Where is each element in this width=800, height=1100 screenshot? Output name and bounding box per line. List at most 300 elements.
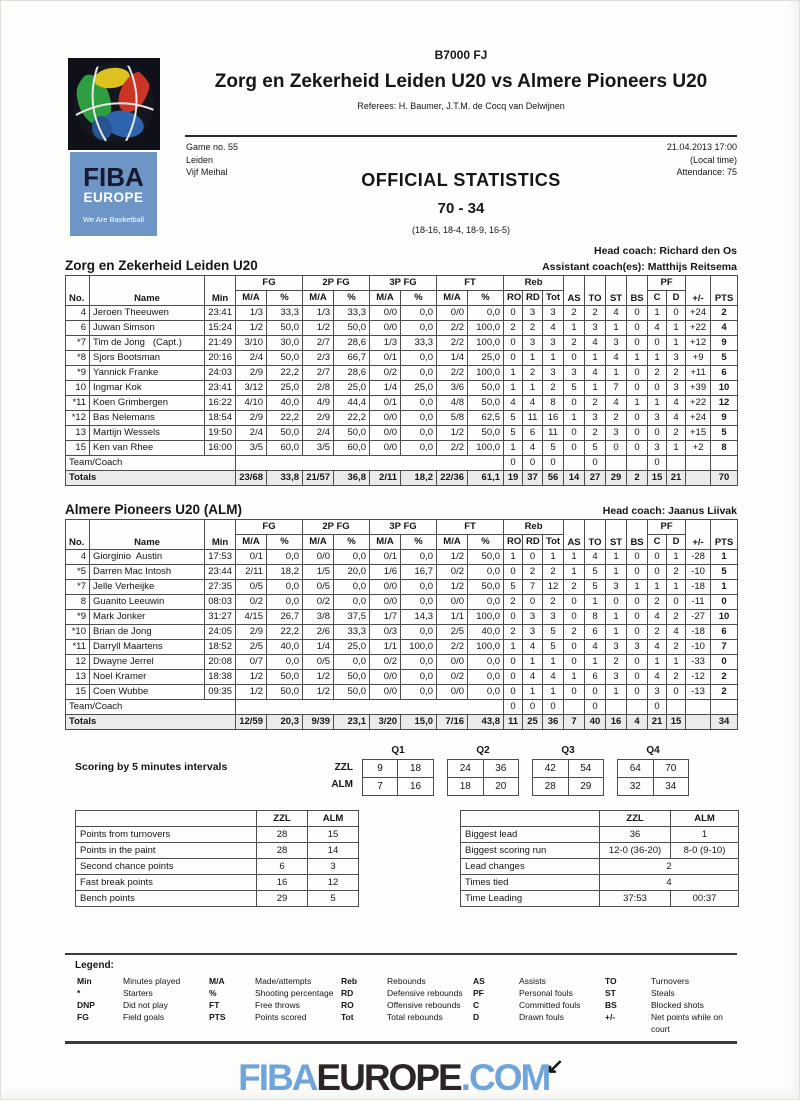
mini-stat-label: Time Leading <box>461 891 600 907</box>
stat-cell: 2/9 <box>236 366 267 381</box>
mini-stat-value-zzl: 36 <box>600 827 671 843</box>
mini-stat-value-alm: 1 <box>671 827 739 843</box>
stat-cell: 1/2 <box>303 685 334 700</box>
stat-cell: 1 <box>627 351 648 366</box>
intervals-alm-label: ALM <box>331 779 353 790</box>
player-row <box>66 306 738 321</box>
col-3p-ma: M/A <box>370 535 401 550</box>
stat-cell: 0,0 <box>401 670 437 685</box>
stat-cell: +39 <box>686 381 711 396</box>
col-fg-pct: % <box>267 291 303 306</box>
legend-entry <box>341 975 473 987</box>
stat-cell: 0,0 <box>401 366 437 381</box>
stat-cell: Ingmar Kok <box>90 381 205 396</box>
europe-wordmark: EUROPE <box>83 190 144 205</box>
stat-cell: 0 <box>627 411 648 426</box>
group-reb: Reb <box>504 520 564 535</box>
stat-cell <box>627 700 648 715</box>
stat-cell <box>564 456 585 471</box>
stat-cell: 5 <box>585 580 606 595</box>
stat-cell: 2 <box>667 640 686 655</box>
mini-header-row <box>76 811 359 827</box>
stat-cell: 09:35 <box>205 685 236 700</box>
stat-cell: 0 <box>504 456 523 471</box>
stat-cell: 0,0 <box>334 580 370 595</box>
mini-stat-label: Points in the paint <box>76 843 257 859</box>
col-3p-pct: % <box>401 291 437 306</box>
stat-cell: 0/2 <box>370 366 401 381</box>
quarter-label: Q1 <box>391 745 405 756</box>
stat-cell: 3 <box>523 336 543 351</box>
legend-entry <box>341 987 473 999</box>
mini-stat-label: Fast break points <box>76 875 257 891</box>
stat-cell: 100,0 <box>468 336 504 351</box>
col-tot: Tot <box>543 535 564 550</box>
stat-cell: 44,4 <box>334 396 370 411</box>
stat-cell <box>667 700 686 715</box>
stat-cell: 0 <box>627 685 648 700</box>
stat-cell: 0/2 <box>236 595 267 610</box>
stat-cell: 0,0 <box>267 595 303 610</box>
fiba-wordmark: FIBA <box>83 162 144 192</box>
stat-cell: 3/12 <box>236 381 267 396</box>
fiba-europe-logo <box>70 152 157 236</box>
stat-cell: -11 <box>686 595 711 610</box>
stat-cell: 0/0 <box>437 595 468 610</box>
stat-cell: 2 <box>711 670 738 685</box>
stat-cell: 24:05 <box>205 625 236 640</box>
stat-cell: 3 <box>648 441 667 456</box>
stat-cell: 18,2 <box>267 565 303 580</box>
stat-cell: 2/7 <box>303 366 334 381</box>
stat-cell: 4 <box>627 715 648 730</box>
legend-abbr: D <box>473 1012 480 1022</box>
mini-stat-label: Points from turnovers <box>76 827 257 843</box>
stat-cell: 0 <box>648 565 667 580</box>
stat-cell: 0 <box>627 550 648 565</box>
stat-cell: 0 <box>667 595 686 610</box>
stat-cell: 2 <box>564 625 585 640</box>
legend-column <box>341 975 473 1035</box>
stat-cell: 100,0 <box>401 640 437 655</box>
stat-cell: 25,0 <box>267 381 303 396</box>
stat-cell: 2/2 <box>437 321 468 336</box>
stat-cell: 0 <box>627 595 648 610</box>
stat-cell: 1/3 <box>303 306 334 321</box>
stat-cell: 2 <box>667 366 686 381</box>
stat-cell: 0 <box>523 595 543 610</box>
stat-cell: 100,0 <box>468 441 504 456</box>
stat-cell: +24 <box>686 306 711 321</box>
stat-cell: 19 <box>504 471 523 486</box>
stat-cell: 70 <box>711 471 738 486</box>
stat-cell: +2 <box>686 441 711 456</box>
stat-cell: 0/2 <box>437 670 468 685</box>
mini-stat-row <box>461 859 739 875</box>
stat-cell: 0/0 <box>437 685 468 700</box>
interval-score-cell: 9 <box>363 760 398 778</box>
legend-entry <box>209 999 341 1011</box>
alm-interval-row <box>533 778 604 796</box>
stat-cell: 0/1 <box>370 550 401 565</box>
legend-description: Made/attempts <box>255 976 312 986</box>
stat-cell: 2 <box>504 595 523 610</box>
stat-cell: 26,7 <box>267 610 303 625</box>
mini-stat-value-alm: 00:37 <box>671 891 739 907</box>
mini-stat-row <box>76 843 359 859</box>
stat-cell: 1 <box>606 550 627 565</box>
stat-cell: 3 <box>543 306 564 321</box>
stat-cell <box>711 700 738 715</box>
stat-cell: 3 <box>606 640 627 655</box>
legend <box>77 975 737 1035</box>
team1-box-score <box>65 275 738 486</box>
mini-stat-value-zzl: 6 <box>257 859 308 875</box>
mini-stat-value-alm: 8-0 (9-10) <box>671 843 739 859</box>
group-3pfg: 3P FG <box>370 520 437 535</box>
stat-cell: 1 <box>523 351 543 366</box>
stat-cell: 3 <box>606 426 627 441</box>
legend-abbr: C <box>473 1000 480 1010</box>
stat-cell: 0 <box>585 700 606 715</box>
stat-cell: 6 <box>523 426 543 441</box>
fiba-ball-logo <box>68 58 160 150</box>
interval-score-cell: 42 <box>533 760 569 778</box>
stat-cell: 7/16 <box>437 715 468 730</box>
stat-cell: *12 <box>66 411 90 426</box>
stat-cell: 2/7 <box>303 336 334 351</box>
mini-stat-value-zzl: 29 <box>257 891 308 907</box>
stat-cell: 23:44 <box>205 565 236 580</box>
stat-cell: 4 <box>523 396 543 411</box>
legend-description: Steals <box>651 988 675 998</box>
player-row <box>66 550 738 565</box>
stat-cell: 0 <box>627 625 648 640</box>
stat-cell: 1 <box>564 411 585 426</box>
mini-stat-row <box>461 843 739 859</box>
legend-entry <box>473 975 605 987</box>
player-row <box>66 565 738 580</box>
stat-cell: 3 <box>648 685 667 700</box>
quarter-score-table <box>362 759 434 796</box>
stat-cell: 2 <box>667 670 686 685</box>
team-comparison-table <box>75 810 359 907</box>
legend-entry <box>341 999 473 1011</box>
legend-abbr: Reb <box>341 976 358 986</box>
stat-cell: 0,0 <box>468 685 504 700</box>
legend-description: Field goals <box>123 1012 165 1022</box>
stat-cell: 0 <box>523 550 543 565</box>
stat-cell: 0 <box>627 336 648 351</box>
stat-cell <box>564 700 585 715</box>
interval-score-cell: 29 <box>568 778 604 796</box>
stat-cell: 0/5 <box>303 655 334 670</box>
interval-score-cell: 28 <box>533 778 569 796</box>
footer-dotcom: .COM <box>460 1057 550 1098</box>
stat-cell: 10 <box>711 381 738 396</box>
stat-cell: Jeroen Theeuwen <box>90 306 205 321</box>
stat-cell: 0 <box>711 595 738 610</box>
player-row <box>66 336 738 351</box>
stat-cell: 0,0 <box>401 411 437 426</box>
stat-cell <box>606 700 627 715</box>
stat-cell: 0,0 <box>468 655 504 670</box>
stat-cell: 1 <box>504 550 523 565</box>
stat-cell: 0 <box>667 685 686 700</box>
stat-cell: 1 <box>504 640 523 655</box>
stat-cell: 28,6 <box>334 366 370 381</box>
mini-stat-row <box>461 891 739 907</box>
stat-cell: 1/2 <box>437 426 468 441</box>
stat-cell: 5 <box>711 426 738 441</box>
stat-cell: 2/2 <box>437 366 468 381</box>
col-min: Min <box>205 276 236 306</box>
stat-cell: 8 <box>711 441 738 456</box>
quarter-box <box>617 745 689 796</box>
stat-cell: 15,0 <box>401 715 437 730</box>
stat-cell: 0,0 <box>267 550 303 565</box>
stat-cell: 1 <box>667 580 686 595</box>
stat-cell: 50,0 <box>334 685 370 700</box>
stat-cell: 2/3 <box>303 351 334 366</box>
stat-cell: 29 <box>606 471 627 486</box>
stat-cell: 2 <box>627 471 648 486</box>
team-coach-label: Team/Coach <box>66 456 236 471</box>
col-bs: BS <box>627 520 648 550</box>
stat-cell: -27 <box>686 610 711 625</box>
stat-cell: 3 <box>543 610 564 625</box>
stat-cell: 100,0 <box>468 321 504 336</box>
stat-cell: 3 <box>648 411 667 426</box>
stat-cell: 1 <box>523 685 543 700</box>
official-statistics-heading: OFFICIAL STATISTICS <box>361 170 561 190</box>
group-ft: FT <box>437 276 504 291</box>
stat-cell: 2 <box>564 580 585 595</box>
stat-cell: *11 <box>66 396 90 411</box>
legend-abbr: % <box>209 988 217 998</box>
game-city: Leiden <box>186 154 214 165</box>
team1-title: Zorg en Zekerheid Leiden U20 <box>65 258 258 273</box>
stat-cell: 1 <box>564 321 585 336</box>
alm-interval-row <box>363 778 434 796</box>
stat-cell: Juwan Simson <box>90 321 205 336</box>
stat-cell: 5/8 <box>437 411 468 426</box>
stat-cell: 1 <box>667 655 686 670</box>
legend-divider-top <box>65 953 737 955</box>
stat-cell: 17:53 <box>205 550 236 565</box>
legend-entry <box>605 975 737 987</box>
legend-entry <box>209 975 341 987</box>
stat-cell: 4 <box>504 396 523 411</box>
player-row <box>66 655 738 670</box>
stat-cell: 0,0 <box>401 306 437 321</box>
stat-cell: -13 <box>686 685 711 700</box>
stat-cell: 4 <box>523 670 543 685</box>
stat-cell: 3/10 <box>236 336 267 351</box>
attendance: Attendance: 75 <box>676 167 737 177</box>
stat-cell: 0 <box>627 610 648 625</box>
stat-cell: 0 <box>564 441 585 456</box>
stat-cell: 0/0 <box>370 321 401 336</box>
stat-cell: 08:03 <box>205 595 236 610</box>
stat-cell: +12 <box>686 336 711 351</box>
stat-cell: 3 <box>606 336 627 351</box>
mini-header-row <box>461 811 739 827</box>
stat-cell: 1/5 <box>303 565 334 580</box>
stat-cell: 1 <box>648 306 667 321</box>
stat-cell: 1 <box>585 351 606 366</box>
stat-cell: 12/59 <box>236 715 267 730</box>
mini-stat-label: Biggest scoring run <box>461 843 600 859</box>
stat-cell: 14 <box>564 471 585 486</box>
col-2p-pct: % <box>334 535 370 550</box>
col-2p-ma: M/A <box>303 291 334 306</box>
legend-entry <box>605 999 737 1011</box>
stat-cell: 4/10 <box>236 396 267 411</box>
stat-cell: 0 <box>627 321 648 336</box>
player-row <box>66 685 738 700</box>
stat-cell: Dwayne Jerrel <box>90 655 205 670</box>
stat-cell: 62,5 <box>468 411 504 426</box>
group-2pfg: 2P FG <box>303 276 370 291</box>
legend-abbr: ST <box>605 988 616 998</box>
stat-cell: 10 <box>711 610 738 625</box>
col-name: Name <box>90 520 205 550</box>
stat-cell: 0,0 <box>401 550 437 565</box>
stat-cell: 20:08 <box>205 655 236 670</box>
stat-cell: 4 <box>667 411 686 426</box>
stat-cell: 0,0 <box>267 655 303 670</box>
stat-cell: 12 <box>711 396 738 411</box>
stat-cell: 1/1 <box>370 640 401 655</box>
interval-score-cell: 32 <box>618 778 654 796</box>
stat-cell: 0,0 <box>401 595 437 610</box>
stat-cell: 1 <box>504 441 523 456</box>
stat-cell: +11 <box>686 366 711 381</box>
mini-stat-label: Lead changes <box>461 859 600 875</box>
stat-cell: 22,2 <box>267 366 303 381</box>
stat-cell: 25 <box>523 715 543 730</box>
stat-cell: 0 <box>648 550 667 565</box>
stat-cell: 15 <box>66 685 90 700</box>
col-ft-ma: M/A <box>437 535 468 550</box>
stat-cell: 0/0 <box>437 306 468 321</box>
stat-cell: 3 <box>543 336 564 351</box>
legend-column <box>209 975 341 1035</box>
stat-cell: 1 <box>627 580 648 595</box>
local-time-note: (Local time) <box>689 154 737 165</box>
stat-cell: 5 <box>711 351 738 366</box>
stat-cell: *7 <box>66 336 90 351</box>
player-row <box>66 426 738 441</box>
mini-header-alm: ALM <box>308 811 359 827</box>
legend-entry <box>473 1011 605 1023</box>
interval-score-cell: 7 <box>363 778 398 796</box>
stat-cell: 0/0 <box>370 306 401 321</box>
stat-cell: 0 <box>543 456 564 471</box>
stat-cell: *8 <box>66 351 90 366</box>
stat-cell: 1 <box>543 655 564 670</box>
player-row <box>66 441 738 456</box>
stat-cell: 40 <box>585 715 606 730</box>
stat-cell: 0,0 <box>401 441 437 456</box>
col-2p-ma: M/A <box>303 535 334 550</box>
stat-cell: 0 <box>711 655 738 670</box>
legend-description: Free throws <box>255 1000 300 1010</box>
stat-cell: 3 <box>523 610 543 625</box>
stat-cell: 1 <box>606 565 627 580</box>
stat-cell: 3 <box>585 411 606 426</box>
scoring-intervals <box>75 745 737 796</box>
stat-cell: 25,0 <box>334 640 370 655</box>
stat-cell: 9/39 <box>303 715 334 730</box>
stat-cell: 1 <box>648 580 667 595</box>
stat-cell: 0 <box>504 685 523 700</box>
stat-cell: 3 <box>523 306 543 321</box>
legend-abbr: FG <box>77 1012 89 1022</box>
stat-cell: 23:41 <box>205 306 236 321</box>
referees-line: Referees: H. Baumer, J.T.M. de Cocq van Delwijnen <box>357 101 565 111</box>
group-pf: PF <box>648 276 686 291</box>
col-c: C <box>648 535 667 550</box>
stat-cell: 1 <box>543 685 564 700</box>
stat-cell: Mark Jonker <box>90 610 205 625</box>
stat-cell: 0/5 <box>236 580 267 595</box>
interval-score-cell: 16 <box>398 778 434 796</box>
stat-cell: 1/4 <box>303 640 334 655</box>
legend-entry <box>77 975 209 987</box>
stat-cell: 0/1 <box>236 550 267 565</box>
player-row <box>66 321 738 336</box>
zzl-interval-row <box>533 760 604 778</box>
stat-cell: 2/9 <box>236 411 267 426</box>
stat-cell: 5 <box>585 441 606 456</box>
stat-cell: 0 <box>523 700 543 715</box>
stat-cell: 4 <box>66 306 90 321</box>
stat-cell: 0 <box>627 441 648 456</box>
stat-cell: 2/4 <box>236 426 267 441</box>
legend-entry <box>77 999 209 1011</box>
stat-cell: 18:52 <box>205 640 236 655</box>
interval-score-cell: 64 <box>618 760 654 778</box>
stat-cell: 1 <box>585 595 606 610</box>
stat-cell: 43,8 <box>468 715 504 730</box>
stat-cell: 3/5 <box>303 441 334 456</box>
stat-cell: 2 <box>606 411 627 426</box>
team2-title: Almere Pioneers U20 (ALM) <box>65 502 243 517</box>
stat-cell: 22,2 <box>267 411 303 426</box>
stat-cell: 20,3 <box>267 715 303 730</box>
col-c: C <box>648 291 667 306</box>
stat-cell: 33,3 <box>334 625 370 640</box>
stat-cell: 33,3 <box>401 336 437 351</box>
group-reb: Reb <box>504 276 564 291</box>
stat-cell: 4 <box>585 336 606 351</box>
stat-cell: 11 <box>504 715 523 730</box>
player-row <box>66 381 738 396</box>
legend-abbr: M/A <box>209 976 225 986</box>
stat-cell: 0,0 <box>334 655 370 670</box>
stat-cell: *9 <box>66 366 90 381</box>
legend-entry <box>605 987 737 999</box>
quarter-box <box>362 745 434 796</box>
stat-cell: 9 <box>711 336 738 351</box>
stat-cell: 27 <box>585 471 606 486</box>
stat-cell: 2/2 <box>437 336 468 351</box>
stat-cell: 37 <box>523 471 543 486</box>
stat-cell: 0 <box>585 685 606 700</box>
stat-cell: 4 <box>585 640 606 655</box>
